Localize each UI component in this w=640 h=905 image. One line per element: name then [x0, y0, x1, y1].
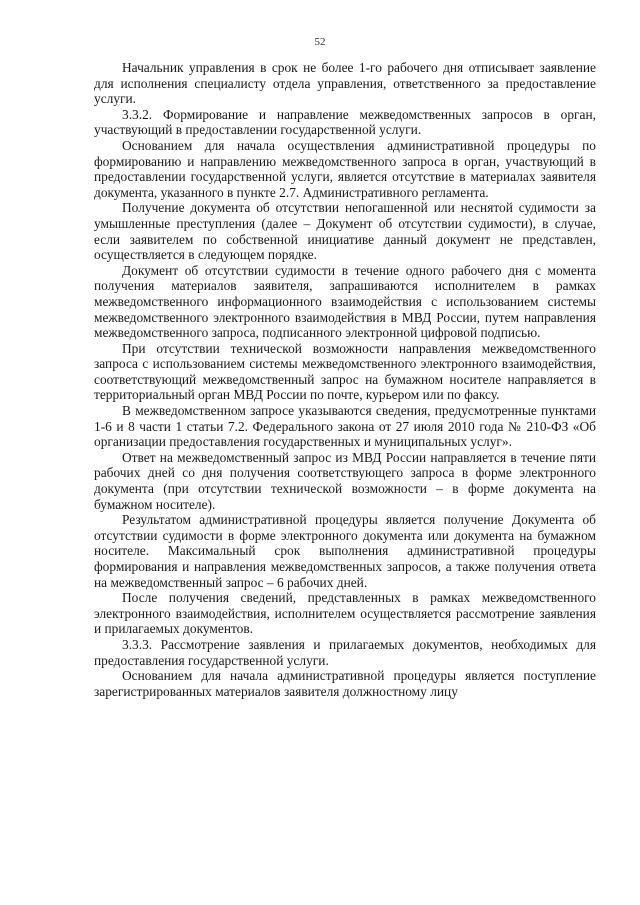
paragraph-document-receipt: Получение документа об отсутствии непогашенной или неснятой судимости за умышленные преступления (далее – Документ об отсутствии судимости), в случае, если заявителем по собственной инициативе данный документ не представлен, осуществляется в следующем порядке. — [94, 200, 596, 263]
section-heading-3-3-3: 3.3.3. Рассмотрение заявления и прилагаемых документов, необходимых для предоставления государственной услуги. — [94, 636, 596, 668]
body-text — [94, 60, 596, 699]
paragraph-after-receipt: После получения сведений, представленных в рамках межведомственного электронного взаимодействия, исполнителем осуществляется рассмотрение заявления и прилагаемых документов. — [94, 590, 596, 637]
paragraph-result: Результатом административной процедуры является получение Документа об отсутствии судимости в форме электронного документа или документа на бумажном носителе. Максимальный срок выполнения административной процедуры формирования и направления межведомственных запросов, а также получения ответа на межведомственный запрос – 6 рабочих дней. — [94, 512, 596, 590]
paragraph-basis: Основанием для начала осуществления административной процедуры по формированию и направлению межведомственного запроса в орган, участвующий в предоставлении государственной услуги, является отсутствие в материалах заявителя документа, указанного в пункте 2.7. Административного регламента. — [94, 137, 596, 200]
page-number: 52 — [314, 36, 326, 48]
paragraph-request-procedure: Документ об отсутствии судимости в течение одного рабочего дня с момента получения материалов заявителя, запрашиваются исполнителем в рамках межведомственного информационного взаимодействия с использованием системы межведомственного электронного взаимодействия в МВД России, путем направления межведомственного запроса, подписанного электронной цифровой подписью. — [94, 262, 596, 341]
paragraph-paper-request: При отсутствии технической возможности направления межведомственного запроса с использованием системы межведомственного электронного взаимодействия, соответствующий межведомственный запрос на бумажном носителе направляется в территориальный орган МВД России по почте, курьером или по факсу. — [94, 340, 596, 403]
paragraph-assignment: Начальник управления в срок не более 1-го рабочего дня отписывает заявление для исполнения специалисту отдела управления, ответственного за предоставление услуги. — [94, 60, 596, 107]
paragraph-response-time: Ответ на межведомственный запрос из МВД России направляется в течение пяти рабочих дней со дня получения соответствующего запроса в форме электронного документа (при отсутствии технической возможности – в форме документа на бумажном носителе). — [94, 449, 596, 512]
paragraph-review-basis: Основанием для начала административной процедуры является поступление зарегистрированных материалов заявителя должностному лицу — [94, 668, 596, 699]
paragraph-request-contents: В межведомственном запросе указываются сведения, предусмотренные пунктами 1-6 и 8 части 1 статьи 7.2. Федерального закона от 27 июля 2010 года № 210-ФЗ «Об организации предоставления государственных и муниципальных услуг». — [94, 403, 596, 450]
section-heading-3-3-2: 3.3.2. Формирование и направление межведомственных запросов в орган, участвующий в предоставлении государственной услуги. — [94, 106, 596, 138]
